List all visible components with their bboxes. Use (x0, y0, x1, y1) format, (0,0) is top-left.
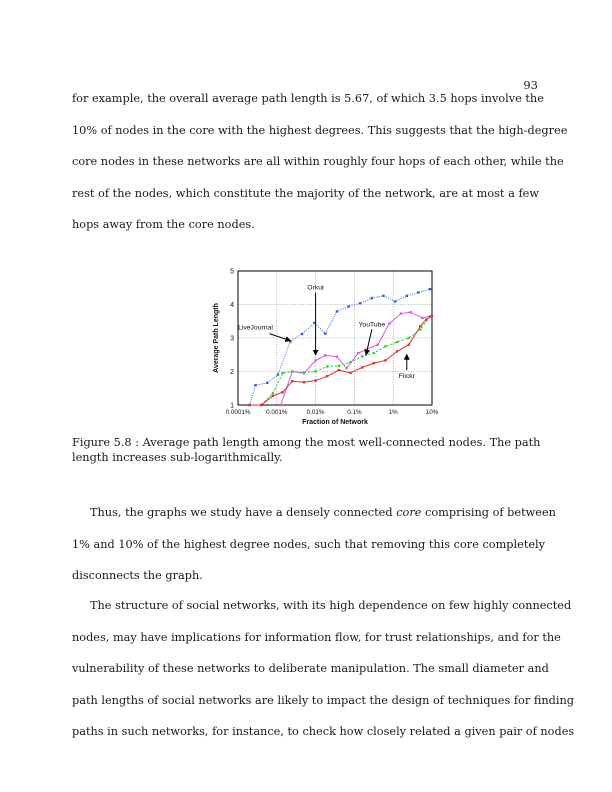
data-point (408, 337, 410, 339)
x-tick-label: 0.1% (347, 409, 362, 416)
data-point (400, 312, 402, 314)
data-point (349, 372, 351, 374)
text-line: paths in such networks, for instance, to check how closely related a given pair of nodes (72, 725, 575, 738)
paragraph-2 (72, 497, 556, 592)
data-point (376, 344, 378, 346)
data-point (336, 356, 338, 358)
text-line: vulnerability of these networks to deliberate manipulation. The small diameter and (72, 662, 549, 675)
data-point (361, 366, 363, 368)
x-axis-label: Fraction of Network (302, 419, 368, 426)
data-point (373, 362, 375, 364)
y-tick-label: 4 (230, 302, 234, 309)
data-point (272, 392, 274, 394)
data-point (338, 369, 340, 371)
text-line: disconnects the graph. (72, 569, 203, 582)
data-point (281, 372, 283, 374)
data-point (361, 355, 363, 357)
data-point (384, 359, 386, 361)
data-point (388, 322, 390, 324)
text-line: hops away from the core nodes. (72, 218, 255, 231)
x-tick-label: 1% (388, 409, 398, 416)
data-point (314, 359, 316, 361)
data-point (384, 345, 386, 347)
data-point (409, 311, 411, 313)
caption-line: length increases sub-logarithmically. (72, 451, 283, 464)
data-point (382, 295, 384, 297)
paragraph-1 (72, 83, 568, 241)
data-point (272, 395, 274, 397)
data-point (419, 328, 421, 330)
x-tick-label: 0.0001% (225, 409, 251, 416)
page-number: 93 (523, 78, 538, 92)
annotation-label: YouTube (358, 321, 386, 329)
text-line: path lengths of social networks are likely to impact the design of techniques for finding (72, 693, 574, 707)
data-point (303, 371, 305, 373)
caption-line: Figure 5.8 : Average path length among the most well-connected nodes. The path (72, 436, 541, 449)
data-point (326, 375, 328, 377)
data-point (314, 370, 316, 372)
y-tick-label: 2 (230, 369, 234, 376)
data-point (345, 367, 347, 369)
text-line: The structure of social networks, with its high dependence on few highly connected (90, 599, 572, 612)
text-line: 10% of nodes in the core with the highest degrees. This suggests that the high-degree (72, 123, 568, 137)
text-line: nodes, may have implications for information flow, for trust relationships, and for the (72, 630, 561, 644)
data-point (429, 288, 431, 290)
data-point (314, 379, 316, 381)
figure-caption (72, 435, 539, 465)
series-line-orkut (281, 312, 430, 405)
figure-chart (200, 262, 460, 434)
annotation-label: Orkut (307, 284, 324, 292)
annotation-label: Flickr (398, 373, 415, 381)
data-point (254, 384, 256, 386)
data-point (338, 365, 340, 367)
data-point (394, 300, 396, 302)
y-axis-label: Average Path Length (213, 303, 220, 373)
data-point (417, 291, 419, 293)
data-point (396, 350, 398, 352)
emphasis-core: core (396, 506, 422, 519)
data-point (357, 352, 359, 354)
data-point (291, 370, 293, 372)
y-tick-label: 5 (230, 268, 234, 276)
data-point (281, 391, 283, 393)
text-run: Thus, the graphs we study have a densely connected (90, 506, 397, 519)
text-line (72, 497, 556, 529)
data-point (260, 404, 262, 406)
data-point (359, 302, 361, 304)
data-point (324, 332, 326, 334)
text-line: rest of the nodes, which constitute the majority of the network, are at most a few (72, 186, 539, 200)
data-point (279, 404, 281, 406)
data-point (248, 404, 250, 406)
data-point (347, 305, 349, 307)
text-line: 1% and 10% of the highest degree nodes, such that removing this core completely (72, 537, 546, 551)
data-point (396, 341, 398, 343)
x-tick-label: 0.01% (306, 409, 325, 416)
x-tick-label: 10% (425, 409, 439, 416)
text-line: core nodes in these networks are all within roughly four hops of each other, while the (72, 155, 564, 168)
data-point (419, 325, 421, 327)
data-point (291, 380, 293, 382)
data-point (326, 365, 328, 367)
data-point (371, 297, 373, 299)
y-tick-label: 3 (230, 335, 234, 343)
data-point (421, 317, 423, 319)
data-point (266, 382, 268, 384)
data-point (349, 361, 351, 363)
data-point (408, 344, 410, 346)
annotation-arrow (366, 329, 372, 354)
data-point (431, 315, 433, 317)
data-point (336, 310, 338, 312)
data-point (301, 333, 303, 335)
annotation-arrow (269, 334, 290, 341)
y-tick-label: 1 (230, 402, 234, 410)
text-line: for example, the overall average path length is 5.67, of which 3.5 hops involve the (72, 92, 544, 105)
text-run: comprising of between (421, 506, 556, 519)
series-line-youtube (261, 316, 430, 405)
data-point (406, 295, 408, 297)
annotation-label: LiveJournal (238, 324, 273, 332)
data-point (373, 352, 375, 354)
paragraph-3 (72, 590, 575, 748)
line-chart (200, 262, 460, 434)
data-point (425, 318, 427, 320)
data-point (324, 354, 326, 356)
data-point (303, 381, 305, 383)
x-tick-label: 0.001% (266, 409, 288, 416)
data-point (277, 373, 279, 375)
